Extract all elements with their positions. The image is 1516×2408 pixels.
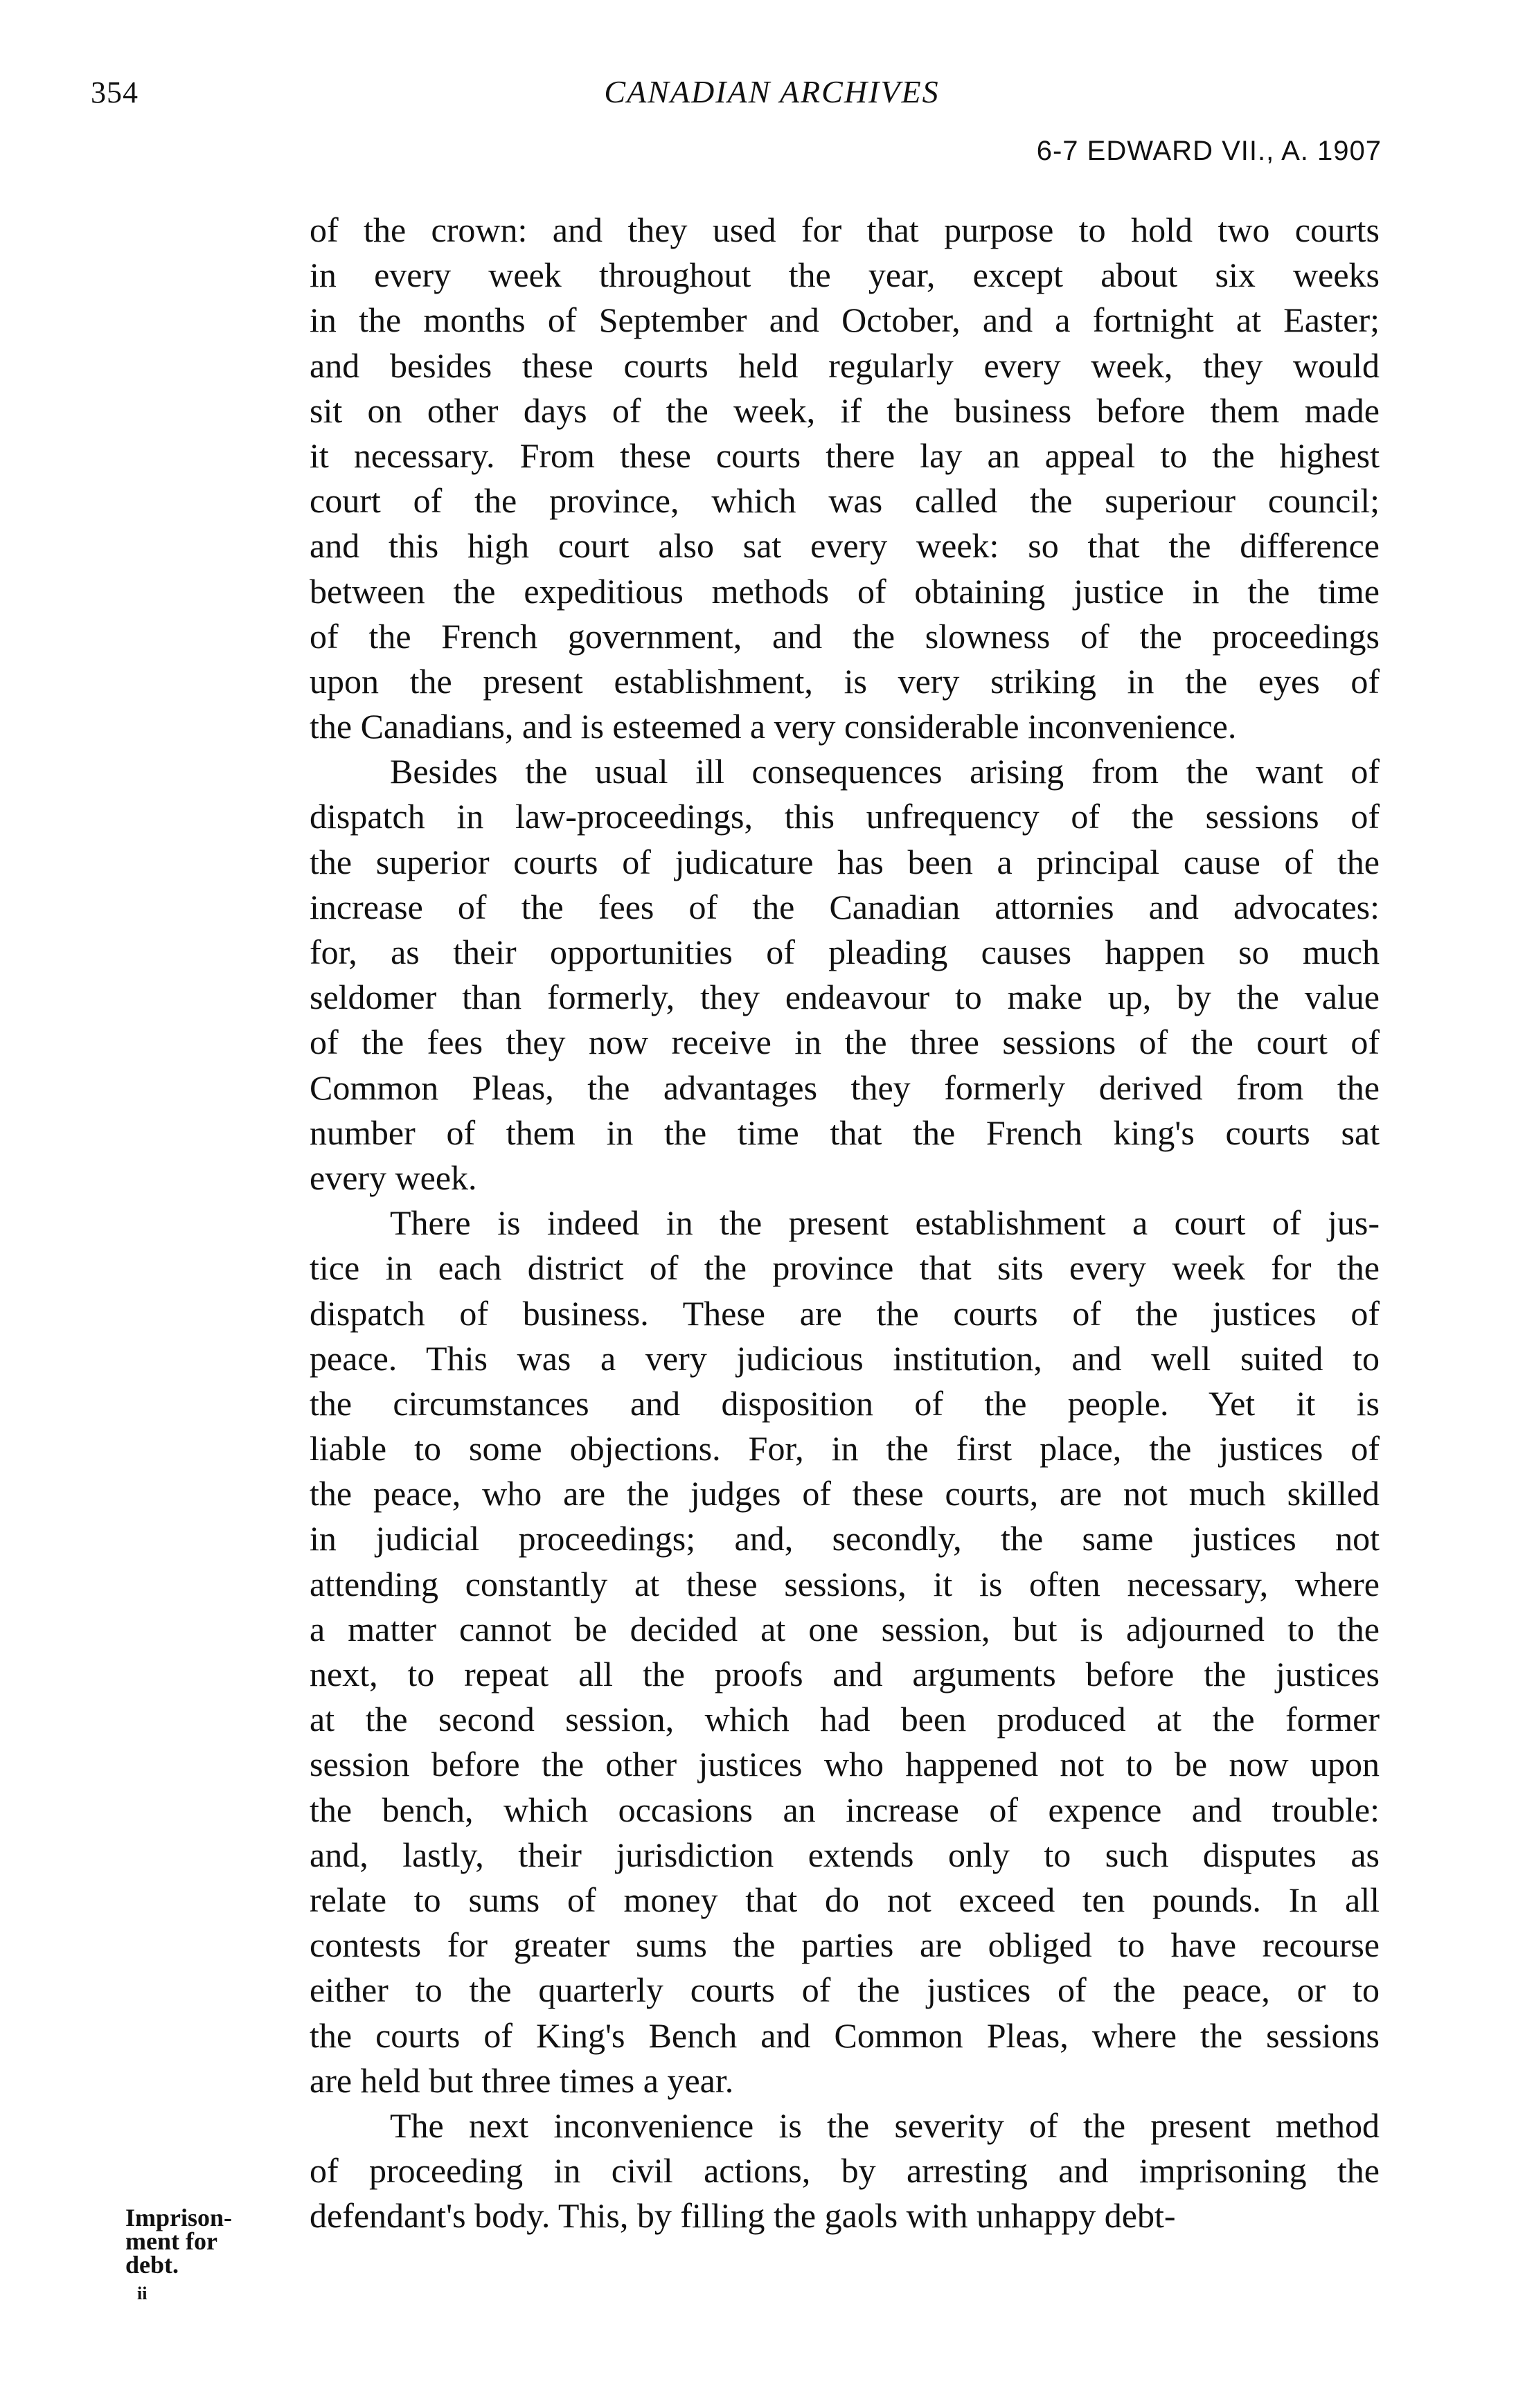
text-line: it necessary. From these courts there lay an appeal to the highest: [310, 435, 1380, 475]
text-line: the courts of King's Bench and Common Pleas, where the sessions: [310, 2015, 1380, 2055]
text-line: next, to repeat all the proofs and arguments before the justices: [310, 1655, 1380, 1693]
text-line: of the fees they now receive in the three sessions of the court of: [310, 1023, 1380, 1062]
page-number: 354: [91, 75, 139, 109]
text-line: contests for greater sums the parties are obliged to have recourse: [310, 1925, 1380, 1965]
text-line: There is indeed in the present establishment a court of jus-: [390, 1203, 1380, 1243]
text-line: seldomer than formerly, they endeavour to make up, by the value: [310, 978, 1380, 1017]
text-line: the bench, which occasions an increase of expence and trouble:: [310, 1790, 1380, 1829]
text-line: the superior courts of judicature has been a principal cause of the: [310, 842, 1380, 881]
text-line: in every week throughout the year, except about six weeks: [310, 255, 1380, 295]
session-label: 6-7 EDWARD VII., A. 1907: [1036, 136, 1382, 166]
text-line: relate to sums of money that do not exceed ten pounds. In all: [310, 1880, 1380, 1919]
paragraph: [310, 1201, 1380, 2103]
text-line: either to the quarterly courts of the justices of the peace, or to: [310, 1970, 1380, 2010]
text-line: sit on other days of the week, if the business before them made: [310, 390, 1380, 430]
margin-note-line: Imprison-: [125, 2204, 233, 2231]
text-line: and this high court also sat every week: so that the difference: [310, 526, 1380, 566]
text-line: The next inconvenience is the severity of the present method: [390, 2105, 1380, 2145]
text-line: tice in each district of the province that sits every week for the: [310, 1248, 1380, 1288]
paragraph: [310, 749, 1380, 1201]
text-line: are held but three times a year.: [310, 2060, 734, 2100]
paragraph: [310, 2103, 1380, 2239]
text-line: liable to some objections. For, in the first place, the justices of: [310, 1429, 1380, 1468]
text-line: the peace, who are the judges of these courts, are not much skilled: [310, 1474, 1380, 1513]
text-line: of proceeding in civil actions, by arresting and imprisoning the: [310, 2151, 1380, 2191]
margin-note: [125, 2204, 285, 2279]
text-line: every week.: [310, 1158, 477, 1197]
text-line: court of the province, which was called the superiour council;: [310, 481, 1380, 521]
text-line: the Canadians, and is esteemed a very considerable inconvenience.: [310, 707, 1237, 746]
text-line: in judicial proceedings; and, secondly, the same justices not: [310, 1519, 1380, 1558]
text-line: peace. This was a very judicious institution, and well suited to: [310, 1338, 1380, 1378]
paragraph: [310, 208, 1380, 749]
text-line: defendant's body. This, by filling the gaols with unhappy debt-: [310, 2196, 1176, 2236]
text-line: increase of the fees of the Canadian attornies and advocates:: [310, 887, 1380, 926]
text-line: between the expeditious methods of obtaining justice in the time: [310, 571, 1380, 611]
running-title: CANADIAN ARCHIVES: [604, 74, 940, 109]
margin-note-line: debt.: [125, 2251, 179, 2279]
text-line: dispatch of business. These are the courts of the justices of: [310, 1293, 1380, 1333]
text-line: for, as their opportunities of pleading causes happen so much: [310, 933, 1380, 971]
text-line: and besides these courts held regularly every week, they would: [310, 345, 1380, 385]
margin-note-line: ment for: [125, 2227, 217, 2255]
text-line: and, lastly, their jurisdiction extends only to such disputes as: [310, 1835, 1380, 1874]
text-line: a matter cannot be decided at one session, but is adjourned to the: [310, 1609, 1380, 1648]
text-line: at the second session, which had been produced at the former: [310, 1700, 1380, 1739]
text-line: dispatch in law-proceedings, this unfrequency of the sessions of: [310, 797, 1380, 836]
margin-mark: ii: [137, 2283, 148, 2303]
text-line: session before the other justices who happened not to be now upon: [310, 1745, 1380, 1784]
text-line: upon the present establishment, is very striking in the eyes of: [310, 661, 1380, 701]
text-line: in the months of September and October, and a fortnight at Easter;: [310, 300, 1380, 340]
text-line: attending constantly at these sessions, it is often necessary, where: [310, 1564, 1380, 1603]
body-text: [310, 208, 1380, 2238]
text-line: Besides the usual ill consequences arising from the want of: [390, 752, 1380, 791]
text-line: number of them in the time that the French king's courts sat: [310, 1113, 1380, 1152]
text-line: of the crown: and they used for that purpose to hold two courts: [310, 210, 1380, 249]
text-line: Common Pleas, the advantages they formerly derived from the: [310, 1068, 1380, 1107]
text-line: the circumstances and disposition of the people. Yet it is: [310, 1383, 1380, 1423]
text-line: of the French government, and the slowness of the proceedings: [310, 616, 1380, 656]
